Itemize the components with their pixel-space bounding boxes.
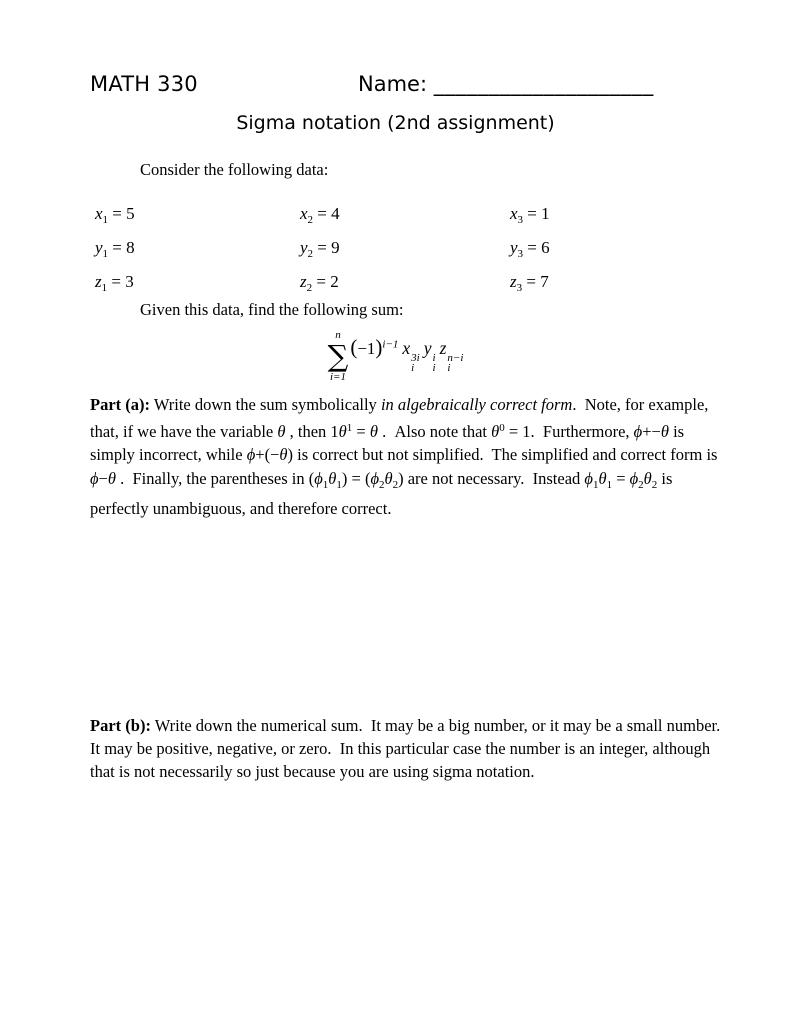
text-segment: x xyxy=(510,204,518,223)
text-segment: 2 xyxy=(392,478,399,491)
text-segment: ϕ xyxy=(584,468,593,488)
text-segment: = 1 xyxy=(523,204,550,223)
text-segment: 1 xyxy=(336,478,342,491)
course-title: MATH 330 xyxy=(90,72,198,96)
text-segment: ϕ xyxy=(246,445,256,464)
text-line xyxy=(95,234,300,268)
term-x-scripts xyxy=(411,353,420,373)
data-column-2 xyxy=(300,200,510,302)
sum-upper-limit: n xyxy=(335,329,341,341)
term-x-base: x xyxy=(402,337,411,358)
text-segment: 3 xyxy=(517,214,524,226)
close-paren: ) xyxy=(375,334,383,359)
text-segment: It may be positive, negative, or zero. In this particular case the number is an integer, although xyxy=(90,739,711,758)
text-segment: x xyxy=(300,204,308,223)
text-line xyxy=(90,497,715,521)
text-segment: 2 xyxy=(651,478,658,491)
text-segment: 1 xyxy=(101,282,108,294)
term-z-base: z xyxy=(439,337,447,358)
text-segment: = xyxy=(612,468,630,488)
text-segment: 2 xyxy=(307,248,314,260)
text-segment: θ xyxy=(277,421,286,441)
text-segment: ϕ xyxy=(90,468,99,488)
text-segment: ) is correct but not simplified. The simplified and correct form is xyxy=(287,445,718,464)
text-segment: 1 xyxy=(322,478,329,491)
formula-row xyxy=(0,330,791,383)
term-y-base: y xyxy=(423,337,432,358)
text-segment: y xyxy=(300,238,308,257)
text-segment: simply incorrect, while xyxy=(90,445,247,464)
text-segment: y xyxy=(95,238,103,257)
text-segment: 3 xyxy=(517,248,524,260)
text-line xyxy=(300,268,510,302)
text-segment: that, if we have the variable xyxy=(90,421,278,441)
text-segment: 1 xyxy=(346,421,353,434)
text-segment: is xyxy=(657,468,673,488)
text-line xyxy=(90,417,715,444)
name-blank-line: ____________________ xyxy=(433,72,654,96)
text-segment: 1 xyxy=(592,478,599,491)
text-segment: 2 xyxy=(378,478,385,491)
text-segment: = 8 xyxy=(108,238,135,257)
text-segment: is xyxy=(668,421,685,441)
text-line xyxy=(90,393,715,417)
text-segment: 1 xyxy=(102,248,109,260)
text-segment: θ xyxy=(107,468,116,488)
text-line xyxy=(90,737,715,760)
text-segment: = 6 xyxy=(523,238,550,257)
data-column-3 xyxy=(510,200,550,302)
part-b-paragraph xyxy=(90,714,721,783)
text-segment: . Finally, the parentheses in ( xyxy=(115,468,315,488)
text-segment: . Note, for example, xyxy=(572,395,709,414)
text-segment: in algebraically correct form xyxy=(380,395,573,414)
text-segment: z xyxy=(510,272,517,291)
text-segment: = 3 xyxy=(107,272,134,291)
term-y-sub: i xyxy=(432,361,436,374)
term-y-scripts xyxy=(433,353,436,373)
sigma-formula xyxy=(328,330,464,383)
text-segment: , then 1 xyxy=(285,421,339,441)
term-z xyxy=(439,337,464,374)
text-segment: θ xyxy=(660,421,669,441)
sigma-icon: ∑ xyxy=(327,339,349,373)
text-segment: θ xyxy=(384,468,393,488)
text-segment: 2 xyxy=(306,282,313,294)
text-segment: Write down the sum symbolically xyxy=(150,395,381,414)
text-line xyxy=(90,443,718,467)
text-line xyxy=(90,760,715,783)
text-segment: ϕ xyxy=(314,468,323,488)
consider-line: Consider the following data: xyxy=(140,160,329,179)
text-segment: +− xyxy=(642,421,661,441)
negative-one: −1 xyxy=(357,338,376,358)
sum-lower-limit: i=1 xyxy=(329,371,346,383)
text-segment: ) = ( xyxy=(341,468,371,488)
text-segment: θ xyxy=(643,468,652,488)
text-segment: − xyxy=(98,468,108,488)
given-line: Given this data, find the following sum: xyxy=(140,300,404,319)
text-segment: ) are not necessary. Instead xyxy=(398,468,585,488)
term-x-sup: 3i xyxy=(411,351,420,364)
text-segment: = 9 xyxy=(313,238,340,257)
name-field xyxy=(358,72,654,96)
text-segment: y xyxy=(510,238,518,257)
text-segment: z xyxy=(300,272,307,291)
text-segment: θ xyxy=(369,421,378,441)
text-segment: 1 xyxy=(102,214,109,226)
part-a-paragraph xyxy=(90,393,718,521)
text-segment: . Also note that xyxy=(377,421,492,441)
text-line xyxy=(95,268,300,302)
text-segment: that is not necessarily so just because you are using sigma notation. xyxy=(90,762,535,781)
text-segment: = 1. Furthermore, xyxy=(504,421,634,441)
text-line xyxy=(95,200,300,234)
text-segment: 1 xyxy=(606,478,613,491)
text-segment: θ xyxy=(491,421,500,441)
text-segment: θ xyxy=(328,468,337,488)
text-line xyxy=(300,234,510,268)
text-segment: Part (b): xyxy=(90,716,151,735)
name-label: Name: xyxy=(358,72,434,96)
text-segment: = 5 xyxy=(108,204,135,223)
text-segment: ϕ xyxy=(629,468,639,488)
text-line xyxy=(90,714,721,737)
text-segment: θ xyxy=(598,468,607,488)
text-segment: = 4 xyxy=(313,204,340,223)
text-segment: +(− xyxy=(255,445,280,464)
text-segment: x xyxy=(95,204,103,223)
text-segment: 0 xyxy=(499,421,505,434)
data-column-1 xyxy=(95,200,300,302)
text-line xyxy=(510,200,550,234)
text-segment: ϕ xyxy=(633,421,643,441)
paren-exponent: i−1 xyxy=(382,338,399,351)
open-paren: ( xyxy=(350,334,358,359)
text-segment: = 2 xyxy=(312,272,339,291)
text-segment: 3 xyxy=(516,282,523,294)
text-segment: θ xyxy=(338,421,347,441)
term-z-scripts xyxy=(447,353,463,373)
term-y xyxy=(423,337,436,374)
term-y-sup: i xyxy=(432,351,436,364)
term-x xyxy=(402,337,420,374)
term-x-sub: i xyxy=(411,361,415,374)
text-segment: perfectly unambiguous, and therefore correct. xyxy=(90,499,392,518)
text-segment: Write down the numerical sum. It may be a big number, or it may be a small number. xyxy=(150,716,721,735)
text-line xyxy=(90,467,715,498)
text-segment: 2 xyxy=(638,478,644,491)
data-table xyxy=(95,200,550,302)
text-line xyxy=(510,234,550,268)
text-segment: z xyxy=(95,272,102,291)
summation-symbol xyxy=(328,330,349,383)
term-z-sup: n−i xyxy=(447,351,464,364)
text-line xyxy=(510,268,550,302)
assignment-title: Sigma notation (2nd assignment) xyxy=(236,112,555,134)
text-segment: Part (a): xyxy=(90,395,151,414)
term-z-sub: i xyxy=(447,361,451,374)
text-segment: = xyxy=(352,421,370,441)
formula-body xyxy=(350,335,463,379)
text-segment: ϕ xyxy=(370,468,379,488)
text-line xyxy=(300,200,510,234)
text-segment: = 7 xyxy=(522,272,549,291)
text-segment: 2 xyxy=(307,214,314,226)
text-segment: θ xyxy=(279,445,288,464)
